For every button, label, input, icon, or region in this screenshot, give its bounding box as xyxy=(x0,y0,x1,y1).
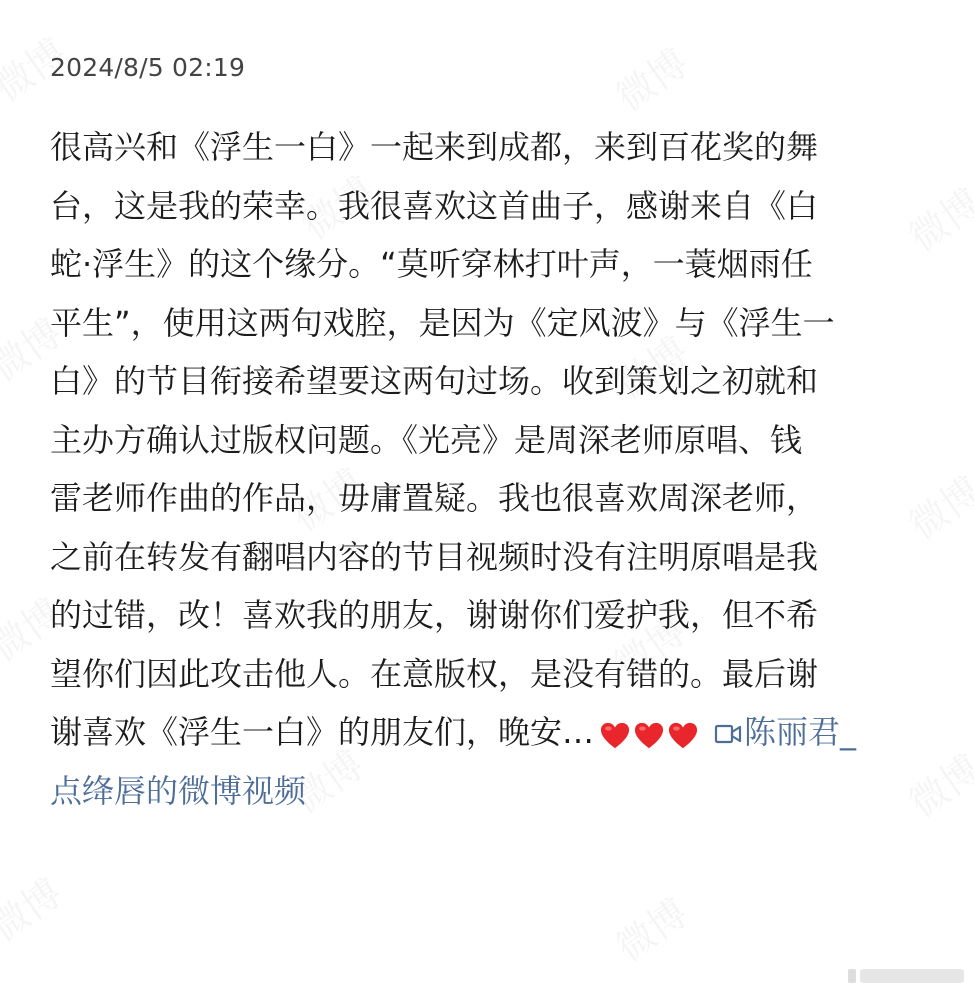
watermark xyxy=(603,33,697,122)
post-line: 雷老师作曲的作品，毋庸置疑。我也很喜欢周深老师， xyxy=(50,479,819,517)
post-body xyxy=(50,118,930,820)
hearts-group xyxy=(600,705,702,764)
red-heart-icon xyxy=(634,721,664,751)
post-line: 主办方确认过版权问题。《光亮》是周深老师原唱、钱 xyxy=(50,420,803,459)
video-link-text[interactable]: 陈丽君_ xyxy=(744,713,857,751)
video-link[interactable] xyxy=(714,713,856,751)
post-line: 望你们因此攻击他人。在意版权，是没有错的。最后谢 xyxy=(50,654,819,693)
post-last-line-text: 谢喜欢《浮生一白》的朋友们，晚安… xyxy=(50,713,595,751)
watermark xyxy=(603,883,697,972)
post-line: 之前在转发有翻唱内容的节目视频时没有注明原唱是我 xyxy=(50,537,819,576)
post-line: 白》的节目衔接希望要这两句过场。收到策划之初就和 xyxy=(50,362,819,400)
watermark xyxy=(0,863,71,952)
post-line: 平生”，使用这两句戏腔，是因为《定风波》与《浮生一 xyxy=(50,303,835,342)
post-line: 很高兴和《浮生一白》一起来到成都，来到百花奖的舞 xyxy=(50,128,819,166)
post-line xyxy=(50,762,930,821)
post-line: 蛇·浮生》的这个缘分。“莫听穿林打叶声，一蓑烟雨任 xyxy=(50,245,813,283)
post-line: 的过错，改！喜欢我的朋友，谢谢你们爱护我，但不希 xyxy=(50,596,819,634)
video-camera-icon xyxy=(714,723,742,745)
video-link-continued[interactable]: 点绛唇的微博视频 xyxy=(50,771,307,810)
post-line: 台，这是我的荣幸。我很喜欢这首曲子，感谢来自《白 xyxy=(50,186,819,225)
red-heart-icon xyxy=(600,721,630,751)
red-heart-icon xyxy=(668,721,698,751)
weibo-corner-watermark xyxy=(848,965,968,987)
post-line xyxy=(50,703,930,762)
post-timestamp: 2024/8/5 02:19 xyxy=(50,53,246,82)
